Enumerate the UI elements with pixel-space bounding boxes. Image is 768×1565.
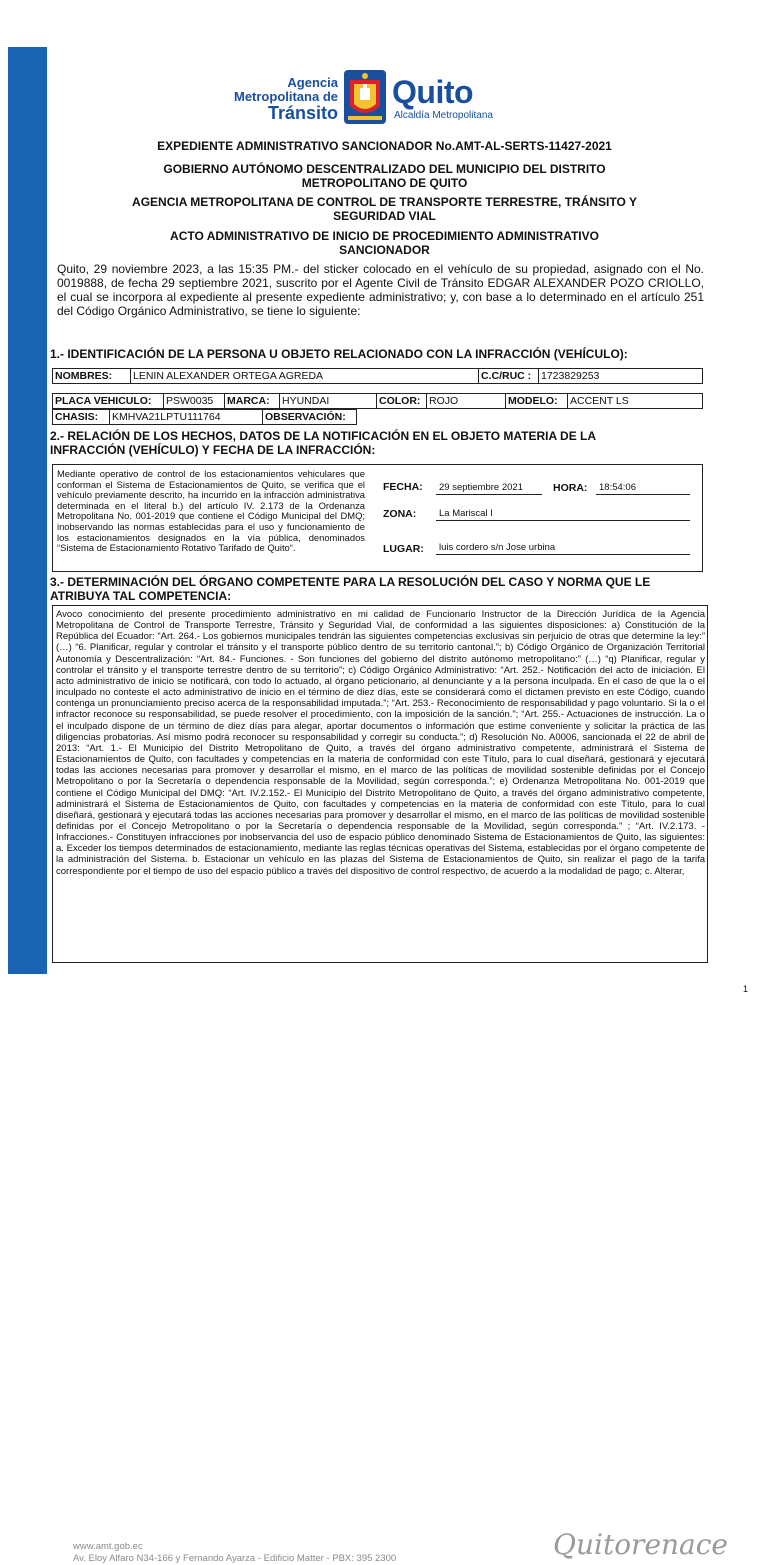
cc-value: 1723829253	[541, 370, 600, 382]
lugar-label: LUGAR:	[383, 543, 424, 555]
side-color-bar	[8, 47, 47, 974]
nombres-label: NOMBRES:	[53, 369, 131, 383]
hora-value: 18:54:06	[596, 481, 690, 495]
zona-value: La Mariscal I	[436, 507, 690, 521]
competence-box	[52, 605, 728, 1564]
agency-line2: Metropolitana de	[233, 89, 338, 104]
agencia-heading-line2: SEGURIDAD VIAL	[333, 209, 436, 223]
agencia-heading	[47, 195, 722, 223]
marca-value: HYUNDAI	[280, 394, 377, 408]
page-number: 1	[743, 984, 749, 994]
color-label: COLOR:	[377, 394, 427, 408]
identification-row-2	[52, 393, 703, 409]
placa-label: PLACA VEHICULO:	[53, 394, 164, 408]
color-value: ROJO	[427, 394, 506, 408]
quito-wordmark: Quito	[392, 74, 474, 110]
agency-line3: Tránsito	[267, 103, 338, 123]
section2-title	[50, 429, 596, 457]
section1-title: 1.- IDENTIFICACIÓN DE LA PERSONA U OBJETO RELACIONADO CON LA INFRACCIÓN (VEHÍCULO):	[50, 347, 628, 361]
footer-address-line: Av. Eloy Alfaro N34-166 y Fernando Ayarza - Edificio Matter - PBX: 395 2300	[73, 1553, 397, 1564]
agency-logo-text	[212, 76, 338, 122]
section2-title-line1: 2.- RELACIÓN DE LOS HECHOS, DATOS DE LA NOTIFICACIÓN EN EL OBJETO MATERIA DE LA	[50, 429, 597, 443]
identification-row-3	[52, 409, 357, 425]
quitorenace-logo: Quitorenace	[553, 1528, 728, 1561]
acto-heading	[47, 229, 722, 257]
document-page	[47, 0, 768, 1564]
lugar-value: luis cordero s/n Jose urbina	[436, 541, 690, 555]
section3-title	[50, 575, 650, 603]
section3-title-line2: ATRIBUYA TAL COMPETENCIA:	[50, 589, 232, 603]
placa-value: PSW0035	[164, 394, 225, 408]
quito-coat-of-arms-icon	[344, 70, 386, 124]
quito-subtitle: Alcaldía Metropolitana	[394, 110, 493, 121]
nombres-value: LENIN ALEXANDER ORTEGA AGREDA	[131, 369, 479, 383]
chasis-label: CHASIS:	[53, 410, 110, 424]
cc-label: C.C/RUC :	[479, 369, 539, 383]
acto-heading-line2: SANCIONADOR	[339, 243, 430, 257]
fecha-value: 29 septiembre 2021	[436, 481, 542, 495]
agencia-heading-line1: AGENCIA METROPOLITANA DE CONTROL DE TRANSPORTE TERRESTRE, TRÁNSITO Y	[132, 195, 637, 209]
hora-label: HORA:	[553, 482, 588, 494]
gobierno-heading-line1: GOBIERNO AUTÓNOMO DESCENTRALIZADO DEL MUNICIPIO DEL DISTRITO	[163, 162, 606, 176]
footer-address	[73, 1541, 396, 1565]
marca-label: MARCA:	[225, 394, 280, 408]
acto-heading-line1: ACTO ADMINISTRATIVO DE INICIO DE PROCEDIMIENTO ADMINISTRATIVO	[170, 229, 599, 243]
modelo-value: ACCENT LS	[570, 395, 629, 407]
facts-box	[52, 464, 703, 572]
modelo-label: MODELO:	[506, 394, 568, 408]
section3-title-line1: 3.- DETERMINACIÓN DEL ÓRGANO COMPETENTE PARA LA RESOLUCIÓN DEL CASO Y NORMA QUE LE	[50, 575, 651, 589]
observacion-label: OBSERVACIÓN:	[265, 411, 346, 423]
section2-title-line2: INFRACCIÓN (VEHÍCULO) Y FECHA DE LA INFRACCIÓN:	[50, 443, 376, 457]
fecha-label: FECHA:	[383, 481, 423, 493]
competence-text: Avoco conocimiento del presente procedimiento administrativo en mi calidad de Funcionario Instructor de la Dirección Jurídica de la Agencia Metropolitana de Control de Transporte Terrestre, Tránsito y Seguridad Vial, de conformidad a las siguientes disposiciones: a) Constitución de la República del Ecuador: “Art. 264.- Los gobiernos municipales tendrán las siguientes competencias exclusivas sin perjuicio de otras que determine la ley:” (…) “6. Planificar, regular y controlar el tránsito y el transporte público dentro de su territorio cantonal.”; b) Código Orgánico de Organización Territorial Autonomía y Descentralización: “Art. 84.- Funciones. - Son funciones del gobierno del distrito autónomo metropolitano:” (…) “q) Planificar, regular y controlar el tránsito y el transporte terrestre dentro de su territorio”; c) Código Orgánico Administrativo: “Art. 252.- Notificación del acto de iniciación. El acto administrativo de inicio se notificará, con todo lo actuado, al órgano peticionario, al denunciante y a la persona inculpada. En el caso de que la o el inculpado no conteste el acto administrativo de inicio en el término de diez días, este se considerará como el dictamen previsto en este Código, cuando contenga un pronunciamiento preciso acerca de la responsabilidad imputada.”; “Art. 253.- Reconocimiento de responsabilidad y pago voluntario. Si la o el infractor reconoce su responsabilidad, se puede resolver el procedimiento, con la imposición de la sanción.”; “Art. 255.- Actuaciones de instrucción. La o el inculpado dispone de un término de diez días para alegar, aportar documentos o información que estime conveniente y solicitar la práctica de las diligencias probatorias. Así mismo podrá reconocer su responsabilidad y corregir su conducta.”; d) Resolución No. A0006, sancionada el 22 de abril de 2013: “Art. 1.- El Municipio del Distrito Metropolitano de Quito, a través del órgano administrativo competente, administrará el Sistema de Estacionamientos de Quito, con facultades y competencias en la materia de conformidad con este Título, para lo cual diseñará, gestionará y ejecutará todas las acciones necesarias para promover y desarrollar el mismo, en el marco de las políticas de movilidad sostenible definidas por el Concejo Metropolitano o por la Secretaría o dependencia responsable de la Movilidad, según corresponda.”; e) Ordenanza Metropolitana No. 001-2019 que contiene el Código Municipal del DMQ: “Art. IV.2.152.- El Municipio del Distrito Metropolitano de Quito, a través del órgano administrativo competente, administrará el Sistema de Estacionamientos de Quito, con facultades y competencias en la materia de conformidad con este Título, para lo cual diseñará, gestionará y ejecutará todas las acciones necesarias para promover y desarrollar el mismo, en el marco de las políticas de movilidad sostenible definidas por el Concejo Metropolitano o por la Secretaría o dependencia responsable de la Movilidad, según corresponda.” ; “Art. IV.2.173. - Infracciones.- Constituyen infracciones por inobservancia del uso de espacio público denominado Sistema de Estacionamientos de Quito, las siguientes: a. Exceder los tiempos determinados de estacionamiento, mediante las reglas técnicas operativas del Sistema, establecidas por el órgano competente de la administración del Sistema. b. Estacionar un vehículo en las plazas del Sistema de Estacionamientos de Quito, sin realizar el pago de la tarifa correspondiente por el tiempo de uso del espacio público a través del dispositivo de control respectivo, de acuerdo a la modalidad de pago; c. Alterar,	[56, 609, 705, 877]
gobierno-heading-line2: METROPOLITANO DE QUITO	[301, 176, 468, 190]
identification-row-1	[52, 368, 703, 384]
intro-paragraph: Quito, 29 noviembre 2023, a las 15:35 PM.- del sticker colocado en el vehículo de su propiedad, asignado con el No. 0019888, de fecha 29 septiembre 2021, suscrito por el Agente Civil de Tránsito EDGAR ALEXANDER POZO CRIOLLO, el cual se incorpora al expediente al presente expediente administrativo; y, con base a lo determinado en el artículo 251 del Código Orgánico Administrativo, se tiene lo siguiente:	[57, 262, 704, 318]
zona-label: ZONA:	[383, 508, 417, 520]
gobierno-heading	[47, 162, 722, 190]
agency-line1: Agencia	[287, 75, 338, 90]
header-logo	[212, 70, 512, 126]
chasis-value: KMHVA21LPTU111764	[110, 410, 263, 424]
facts-text: Mediante operativo de control de los estacionamientos vehiculares que conforman el Sistema de Estacionamientos de Quito, se verifica que el vehículo previamente descrito, ha incurrido en la infracción administrativa determinada en el literal b.) del artículo IV. 2.173 de la Ordenanza Metropolitana No. 001-2019 que contiene el Código Municipal del DMQ; inobservando las normas establecidas para el uso y funcionamiento de los estacionamientos designados en la vía pública, denominados “Sistema de Estacionamiento Rotativo Tarifado de Quito“.	[57, 468, 365, 554]
expediente-heading: EXPEDIENTE ADMINISTRATIVO SANCIONADOR No.AMT-AL-SERTS-11427-2021	[157, 139, 612, 153]
footer-web: www.amt.gob.ec	[73, 1541, 143, 1552]
